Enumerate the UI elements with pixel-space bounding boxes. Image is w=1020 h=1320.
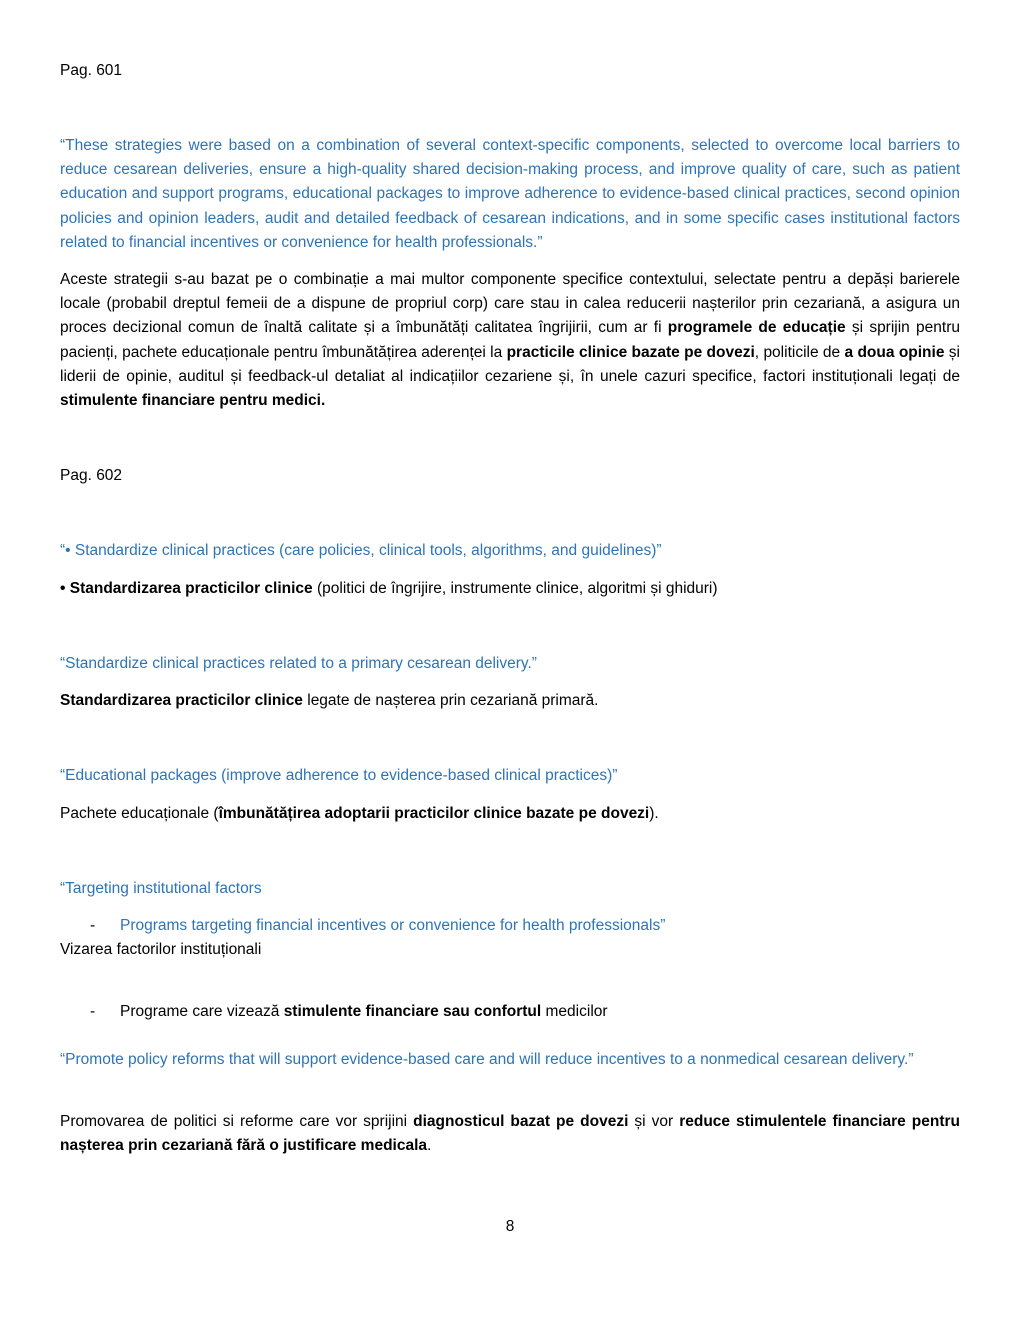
quote-english-standardize-guidelines: “• Standardize clinical practices (care policies, clinical tools, algorithms, and guidelines)”: [60, 542, 662, 559]
highlight-education-programs: programele de educație: [667, 319, 846, 337]
dash-bullet: -: [90, 1003, 96, 1021]
quote-english-primary-cesarean: “Standardize clinical practices related to a primary cesarean delivery.”: [60, 655, 537, 672]
page-reference-602: Pag. 602: [60, 467, 123, 484]
page-reference-601: Pag. 601: [60, 62, 123, 79]
quote-english-educational-packages: “Educational packages (improve adherence to evidence-based clinical practices)”: [60, 767, 618, 784]
dash-bullet: -: [90, 917, 96, 934]
translation-romanian-educational-packages: Pachete educaționale (îmbunătățirea adoptarii practicilor clinice bazate pe dovezi).: [60, 805, 659, 822]
translation-romanian-policy-reforms: Promovarea de politici si reforme care vor sprijini diagnosticul bazat pe dovezi și vor reduce stimulentele financiare pentru nașterea prin cezariană fără o justificare medicala.: [60, 1113, 960, 1155]
page-number: 8: [505, 1218, 515, 1235]
highlight-second-opinion: a doua opinie: [844, 343, 945, 361]
highlight-financial-incentives: stimulente financiare pentru medici.: [60, 392, 326, 410]
quote-english-policy-reforms: “Promote policy reforms that will support evidence-based care and will reduce incentives to a nonmedical cesarean delivery.”: [60, 1051, 914, 1068]
quote-english-institutional-subitem: - Programs targeting financial incentives or convenience for health professionals”: [60, 914, 1020, 938]
translation-romanian-standardize-guidelines: • Standardizarea practicilor clinice (politici de îngrijire, instrumente clinice, algoritmi și ghiduri): [60, 580, 718, 597]
quote-english-strategies: “These strategies were based on a combination of several context-specific components, selected to overcome local barriers to reduce cesarean deliveries, ensure a high-quality shared decision-making process, and improve quality of care, such as patient education and support programs, educational packages to improve adherence to evidence-based clinical practices, second opinion policies and opinion leaders, audit and detailed feedback of cesarean indications, and in some specific cases institutional factors related to financial incentives or convenience for health professionals.”: [60, 137, 960, 251]
translation-romanian-institutional-subitem: - Programe care vizează stimulente financiare sau confortul medicilor: [60, 1000, 1020, 1024]
highlight-evidence-practices: practicile clinice bazate pe dovezi: [506, 343, 755, 361]
translation-romanian-primary-cesarean: Standardizarea practicilor clinice legate de nașterea prin cezariană primară.: [60, 692, 599, 709]
translation-romanian-institutional-heading: Vizarea factorilor instituționali: [60, 941, 262, 958]
quote-english-institutional-factors: “Targeting institutional factors: [60, 880, 262, 897]
translation-romanian-strategies: Aceste strategii s-au bazat pe o combinație a mai multor componente specifice contextului, selectate pentru a depăși barierele locale (probabil dreptul femeii de a dispune de propriul corp) care stau in calea reducerii nașterilor prin cezariană, a asigura un proces decizional comun de înaltă calitate și a îmbunătăți calitatea îngrijirii, cum ar fi programele de educație și sprijin pentru pacienți, pachete educaționale pentru îmbunătățirea aderenței la practicile clinice bazate pe dovezi, politicile de a doua opinie și liderii de opinie, auditul și feedback-ul detaliat al indicațiilor cezariene și, în unele cazuri specifice, factori instituționali legați de stimulente financiare pentru medici.: [60, 271, 960, 410]
document-page: [60, 0, 960, 1155]
